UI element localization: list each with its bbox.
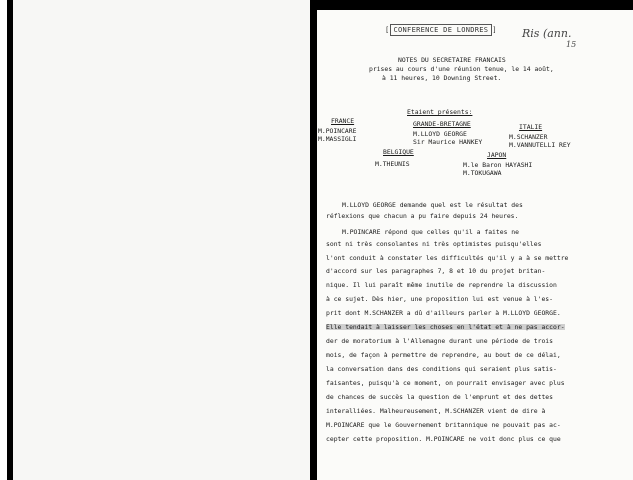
present-heading: Etaient présents: (407, 108, 473, 116)
gb-member-1: M.LLOYD GEORGE (413, 130, 467, 138)
italie-heading: ITALIE (519, 123, 543, 131)
france-heading: FRANCE (331, 117, 355, 125)
italie-member-2: M.VANNUTELLI REY (509, 141, 571, 149)
body-line-16: interalliées. Malheureusement, M.SCHANZER vient de dire à (326, 407, 546, 415)
body-line-5: l'ont conduit à constater les difficultés qu'il y a à se mettre (326, 254, 569, 262)
body-line-9: prit dont M.SCHANZER a dû d'ailleurs parler à M.LLOYD GEORGE. (326, 309, 561, 317)
body-line-10: Elle tendait à laisser les choses en l'état et à ne pas accor- (326, 323, 565, 331)
italie-member-1: M.SCHANZER (509, 133, 548, 141)
conference-stamp: [ CONFERENCE DE LONDRES ] (385, 26, 497, 34)
body-line-3: M.POINCARE répond que celles qu'il a faites ne (342, 228, 519, 236)
left-page-edge (0, 0, 7, 480)
japon-member-1: M.le Baron HAYASHI (463, 161, 533, 169)
body-line-8: à ce sujet. Dès hier, une proposition lui est venue à l'es- (326, 295, 554, 303)
body-line-12: mois, de façon à permettre de reprendre, au bout de ce délai, (326, 351, 561, 359)
japon-heading: JAPON (487, 151, 507, 159)
handwritten-number: 15 (566, 40, 577, 49)
body-line-1: M.LLOYD GEORGE demande quel est le résultat des (342, 201, 523, 209)
body-line-11: der de moratorium à l'Allemagne durant une période de trois (326, 337, 554, 345)
body-line-15: de chances de succès la question de l'emprunt et des dettes (326, 393, 554, 401)
blank-left-page (13, 0, 310, 480)
japon-member-2: M.TOKUGAWA (463, 169, 502, 177)
body-line-14: faisantes, puisqu'à ce moment, on pourrait envisager avec plus (326, 379, 565, 387)
body-line-13: la conversation dans des conditions qui seraient plus satis- (326, 365, 557, 373)
gb-heading: GRANDE-BRETAGNE (413, 120, 471, 128)
belgique-heading: BELGIQUE (383, 148, 414, 156)
france-member-2: M.MASSIGLI (318, 135, 357, 143)
document-subtitle-1: prises au cours d'une réunion tenue, le 14 août, (369, 65, 554, 73)
body-line-4: sont ni très consolantes ni très optimistes puisqu'elles (326, 240, 542, 248)
gb-member-2: Sir Maurice HANKEY (413, 138, 483, 146)
belgique-member-1: M.THEUNIS (375, 160, 410, 168)
body-line-7: nique. Il lui paraît même inutile de reprendre la discussion (326, 281, 557, 289)
body-line-6: d'accord sur les paragraphes 7, 8 et 10 du projet britan- (326, 267, 546, 275)
france-member-1: M.POINCARE (318, 127, 357, 135)
handwritten-note: Ris (ann. (522, 27, 572, 40)
body-line-18: cepter cette proposition. M.POINCARE ne voit donc plus ce que (326, 435, 561, 443)
stamp-text: CONFERENCE DE LONDRES (390, 24, 493, 36)
document-subtitle-2: à 11 heures, 10 Downing Street. (382, 74, 502, 82)
document-title: NOTES DU SECRETAIRE FRANCAIS (398, 56, 506, 64)
body-line-17: M.POINCARE que le Gouvernement britannique ne pouvait pas ac- (326, 421, 561, 429)
body-line-2: réflexions que chacun a pu faire depuis 24 heures. (326, 212, 519, 220)
